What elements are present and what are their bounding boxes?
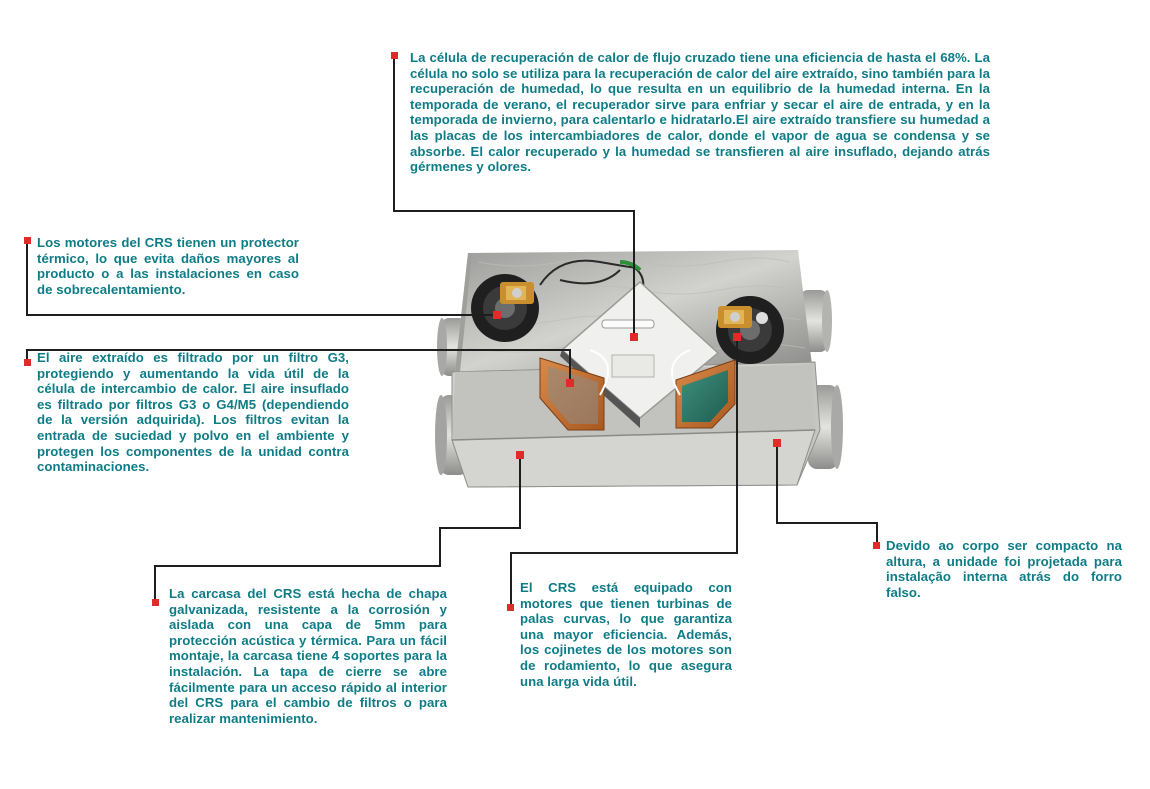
marker-motor-text — [24, 237, 31, 244]
callout-motor-thermal-protector: Los motores del CRS tienen un protector térmico, lo que evita daños mayores al producto o a las instalaciones en caso de sobrecalentamiento. — [37, 235, 299, 297]
callout-compact-body: Devido ao corpo ser compacto na altura, a unidade foi projetada para instalação interna atrás do forro falso. — [886, 538, 1122, 600]
marker-fans-text — [507, 604, 514, 611]
marker-fans-point — [733, 333, 741, 341]
marker-filter-text — [24, 359, 31, 366]
marker-heat-cell-point — [630, 333, 638, 341]
marker-casing-point — [516, 451, 524, 459]
marker-casing-text — [152, 599, 159, 606]
callout-heat-exchanger-cell: La célula de recuperación de calor de flujo cruzado tiene una eficiencia de hasta el 68%. La célula no solo se utiliza para la recuperación de calor del aire extraído, sino también para la recuperación de humedad, lo que resulta en un equilibrio de la humedad interna. En la temporada de verano, el recuperador sirve para enfriar y secar el aire de entrada, y en la temporada de invierno, para calentarlo e hidratarlo.El aire extraído transfiere su humedad a las placas de los intercambiadores de calor, donde el vapor de agua se condensa y se absorbe. El calor recuperado y la humedad se transfieren al aire insuflado, dejando atrás gérmenes y olores. — [410, 50, 990, 175]
callout-curved-blade-motors: El CRS está equipado con motores que tienen turbinas de palas curvas, lo que garantiza una mayor eficiencia. Además, los cojinetes de los motores son de rodamiento, lo que asegura una larga vida útil. — [520, 580, 732, 689]
marker-heat-cell-text — [391, 52, 398, 59]
callout-filters: El aire extraído es filtrado por un filtro G3, protegiendo y aumentando la vida útil de la célula de intercambio de calor. El aire insuflado es filtrado por filtros G3 o G4/M5 (dependiendo de la versión adquirida). Los filtros evitan la entrada de suciedad y polvo en el ambiente y protegen los componentes de la unidad contra contaminaciones. — [37, 350, 349, 475]
callout-casing: La carcasa del CRS está hecha de chapa galvanizada, resistente a la corrosión y aislada con una capa de 5mm para protección acústica y térmica. Para un fácil montaje, la carcasa tiene 4 soportes para la instalación. La tapa de cierre se abre fácilmente para un acceso rápido al interior del CRS para el cambio de filtros o para realizar mantenimiento. — [169, 586, 447, 726]
marker-compact-text — [873, 542, 880, 549]
motor-left — [471, 274, 539, 342]
motor-right — [716, 296, 784, 364]
crs-unit — [435, 250, 843, 487]
marker-compact-point — [773, 439, 781, 447]
marker-motor-point — [493, 311, 501, 319]
marker-filter-point — [566, 379, 574, 387]
